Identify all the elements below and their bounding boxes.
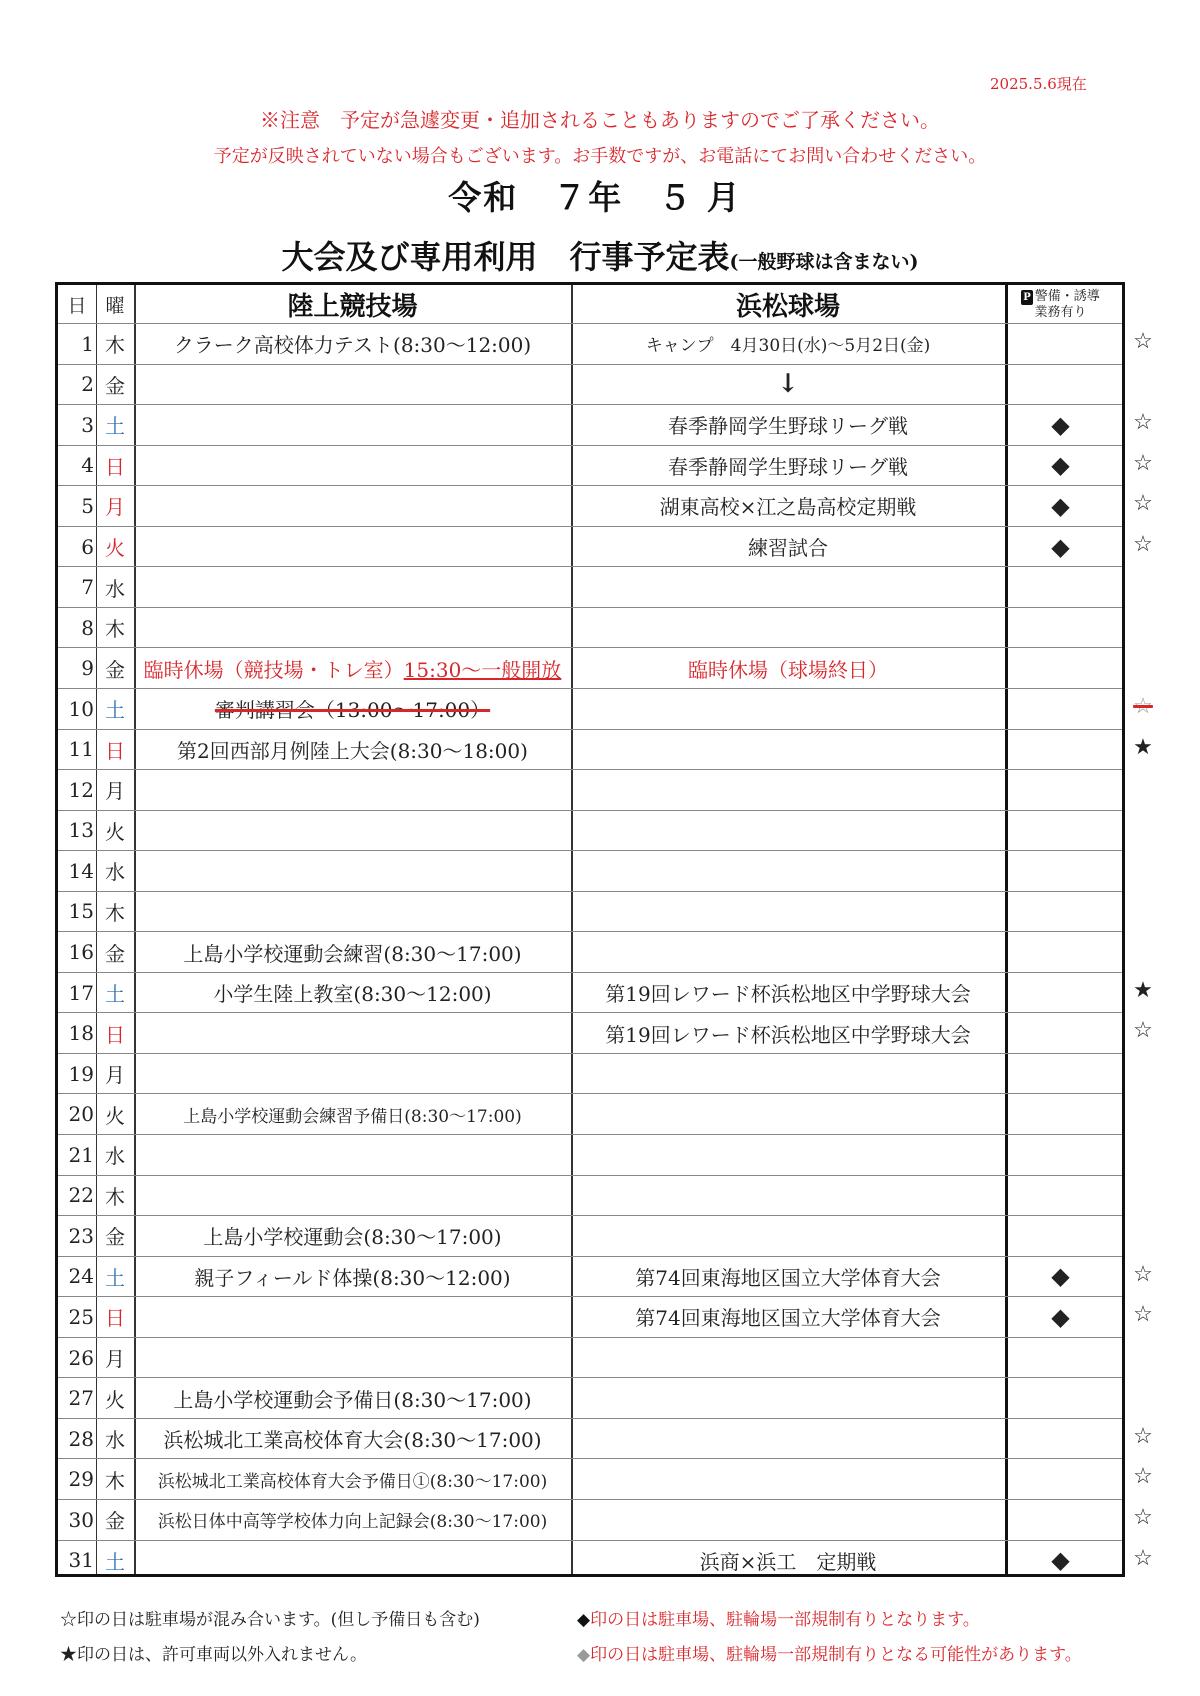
table-row bbox=[58, 891, 1122, 932]
cell-weekday: 木 bbox=[105, 333, 125, 358]
header-security-line1 bbox=[1021, 289, 1100, 305]
table-row bbox=[58, 729, 1122, 770]
table-row bbox=[58, 1499, 1122, 1540]
table-row bbox=[58, 445, 1122, 486]
cell-day: 28 bbox=[68, 1426, 94, 1451]
cell-weekday: 火 bbox=[105, 1103, 125, 1128]
cell-track bbox=[134, 770, 571, 810]
cell-weekday: 金 bbox=[105, 941, 125, 966]
cell-track bbox=[134, 1500, 571, 1540]
parking-star-icon: ☆ bbox=[1133, 1018, 1153, 1044]
table-row bbox=[58, 972, 1122, 1013]
cell-weekday: 月 bbox=[105, 779, 125, 804]
table-row bbox=[58, 1458, 1122, 1499]
cell-day: 8 bbox=[81, 615, 94, 640]
cell-security-mark bbox=[1005, 851, 1116, 891]
table-row bbox=[58, 566, 1122, 607]
table-row bbox=[58, 1012, 1122, 1053]
cell-ballpark bbox=[571, 1135, 1005, 1175]
title-note: (一般野球は含まない) bbox=[729, 251, 919, 273]
table-row bbox=[58, 1296, 1122, 1337]
table-row bbox=[58, 1377, 1122, 1418]
cell-day: 24 bbox=[68, 1264, 94, 1289]
diamond-icon: ◆ bbox=[577, 1610, 591, 1630]
notice-line-1: ※注意 予定が急遽変更・追加されることもありますのでご了承ください。 bbox=[260, 108, 940, 132]
cell-ballpark bbox=[571, 1094, 1005, 1134]
cell-ballpark bbox=[571, 851, 1005, 891]
cell-security-mark bbox=[1005, 1459, 1116, 1499]
cell-track bbox=[134, 1541, 571, 1581]
table-row bbox=[58, 1418, 1122, 1459]
table-row bbox=[58, 1175, 1122, 1216]
cell-track bbox=[134, 648, 571, 688]
cell-ballpark bbox=[571, 1378, 1005, 1418]
cell-ballpark: 春季静岡学生野球リーグ戦 bbox=[668, 454, 908, 479]
cell-day: 11 bbox=[68, 737, 94, 762]
cell-weekday: 月 bbox=[105, 495, 125, 520]
track-event: 第2回西部月例陸上大会(8:30～18:00) bbox=[177, 738, 528, 763]
parking-star-icon: ☆ bbox=[1133, 531, 1153, 557]
legend-diamond-black-text: 印の日は駐車場、駐輪場一部規制有りとなります。 bbox=[590, 1610, 980, 1630]
cell-track bbox=[134, 1297, 571, 1337]
cell-day: 27 bbox=[68, 1386, 94, 1411]
cell-security-mark: ◆ bbox=[1051, 532, 1070, 561]
cell-ballpark: 湖東高校×江之島高校定期戦 bbox=[659, 495, 917, 520]
cell-day: 18 bbox=[68, 1021, 94, 1046]
header-weekday: 曜 bbox=[105, 294, 125, 317]
parking-star-icon: ☆ bbox=[1133, 1423, 1153, 1449]
cell-ballpark: 臨時休場（球場終日） bbox=[688, 657, 888, 682]
cell-day: 19 bbox=[68, 1061, 94, 1086]
cell-weekday: 火 bbox=[105, 536, 125, 561]
cell-ballpark bbox=[571, 1216, 1005, 1256]
cell-ballpark: 第74回東海地区国立大学体育大会 bbox=[635, 1306, 941, 1331]
table-row bbox=[58, 1053, 1122, 1094]
cell-track bbox=[134, 1094, 571, 1134]
parking-star-icon: ☆ bbox=[1133, 450, 1153, 476]
cell-day: 5 bbox=[81, 493, 94, 518]
table-row bbox=[58, 404, 1122, 445]
legend-diamond-gray bbox=[577, 1640, 1122, 1665]
cell-ballpark bbox=[571, 932, 1005, 972]
table-row bbox=[58, 931, 1122, 972]
cell-weekday: 水 bbox=[105, 576, 125, 601]
cell-security-mark: ◆ bbox=[1051, 1262, 1070, 1291]
cell-weekday: 土 bbox=[105, 982, 125, 1007]
table-row bbox=[58, 850, 1122, 891]
cell-security-mark bbox=[1005, 567, 1116, 607]
cell-ballpark bbox=[571, 1054, 1005, 1094]
cell-security-mark bbox=[1005, 648, 1116, 688]
track-event: 上島小学校運動会予備日(8:30～17:00) bbox=[173, 1387, 532, 1412]
track-event-extra: 15:30～一般開放 bbox=[403, 657, 562, 682]
cell-day: 26 bbox=[68, 1345, 94, 1370]
cell-security-mark bbox=[1005, 1054, 1116, 1094]
cell-ballpark bbox=[571, 1500, 1005, 1540]
cell-security-mark bbox=[1005, 892, 1116, 932]
cell-day: 6 bbox=[81, 534, 94, 559]
track-event: 上島小学校運動会練習予備日(8:30～17:00) bbox=[183, 1106, 522, 1127]
header-day: 日 bbox=[67, 294, 87, 317]
track-event: 小学生陸上教室(8:30～12:00) bbox=[213, 982, 492, 1007]
cell-track bbox=[134, 608, 571, 648]
cell-security-mark bbox=[1005, 1216, 1116, 1256]
cell-day: 25 bbox=[68, 1304, 94, 1329]
cell-ballpark bbox=[571, 811, 1005, 851]
cell-day: 1 bbox=[81, 331, 94, 356]
parking-star-icon: ☆ bbox=[1133, 491, 1153, 517]
cell-security-mark bbox=[1005, 1013, 1116, 1053]
cell-track bbox=[134, 1054, 571, 1094]
table-header bbox=[58, 285, 1122, 323]
table-row bbox=[58, 1215, 1122, 1256]
table-row bbox=[58, 607, 1122, 648]
cell-ballpark: ↓ bbox=[777, 369, 799, 400]
cell-security-mark bbox=[1005, 689, 1116, 729]
cell-weekday: 日 bbox=[105, 1306, 125, 1331]
cell-track bbox=[134, 730, 571, 770]
cell-weekday: 火 bbox=[105, 819, 125, 844]
cell-security-mark bbox=[1005, 1378, 1116, 1418]
cell-day: 3 bbox=[81, 412, 94, 437]
cell-ballpark: 第19回レワード杯浜松地区中学野球大会 bbox=[605, 1022, 971, 1047]
page-title-schedule bbox=[0, 232, 1200, 278]
track-event: 浜松日体中高等学校体力向上記録会(8:30～17:00) bbox=[157, 1512, 548, 1533]
track-event: 臨時休場（競技場・トレ室） bbox=[143, 657, 404, 682]
table-row bbox=[58, 1540, 1122, 1581]
cell-track bbox=[134, 1257, 571, 1297]
cell-security-mark bbox=[1005, 1338, 1116, 1378]
cell-ballpark: 練習試合 bbox=[748, 536, 828, 561]
parking-star-icon: ☆ bbox=[1133, 1261, 1153, 1287]
table-row bbox=[58, 1337, 1122, 1378]
cell-security-mark: ◆ bbox=[1051, 1302, 1070, 1331]
cell-security-mark: ◆ bbox=[1051, 491, 1070, 520]
cell-day: 31 bbox=[68, 1548, 94, 1573]
cell-day: 22 bbox=[68, 1183, 94, 1208]
cell-security-mark: ◆ bbox=[1051, 451, 1070, 480]
cell-weekday: 土 bbox=[105, 698, 125, 723]
track-event: クラーク高校体力テスト(8:30～12:00) bbox=[173, 333, 532, 358]
track-event: 上島小学校運動会(8:30～17:00) bbox=[203, 1225, 502, 1250]
cell-ballpark: 春季静岡学生野球リーグ戦 bbox=[668, 414, 908, 439]
cell-track bbox=[134, 405, 571, 445]
header-security bbox=[1005, 285, 1116, 323]
schedule-table bbox=[55, 282, 1125, 1577]
cell-track bbox=[134, 973, 571, 1013]
track-event: 上島小学校運動会練習(8:30～17:00) bbox=[183, 941, 522, 966]
cell-track bbox=[134, 1459, 571, 1499]
cell-weekday: 金 bbox=[105, 373, 125, 398]
cell-security-mark bbox=[1005, 324, 1116, 364]
cell-weekday: 日 bbox=[105, 454, 125, 479]
cell-security-mark bbox=[1005, 1135, 1116, 1175]
cell-weekday: 水 bbox=[105, 860, 125, 885]
cell-security-mark bbox=[1005, 770, 1116, 810]
cell-ballpark: 浜商×浜工 定期戦 bbox=[699, 1549, 877, 1574]
cell-weekday: 土 bbox=[105, 1265, 125, 1290]
cell-ballpark bbox=[571, 1176, 1005, 1216]
cell-day: 10 bbox=[68, 696, 94, 721]
legend-diamond-black bbox=[577, 1605, 980, 1630]
cell-security-mark bbox=[1005, 730, 1116, 770]
table-row bbox=[58, 1256, 1122, 1297]
parking-icon: P bbox=[1023, 291, 1031, 303]
parking-star-icon: ★ bbox=[1133, 977, 1153, 1003]
cell-weekday: 木 bbox=[105, 1468, 125, 1493]
cell-day: 4 bbox=[81, 453, 94, 478]
table-row bbox=[58, 364, 1122, 405]
cell-track bbox=[134, 1419, 571, 1459]
cell-weekday: 日 bbox=[105, 738, 125, 763]
cell-day: 15 bbox=[68, 899, 94, 924]
cell-track bbox=[134, 1216, 571, 1256]
cell-ballpark bbox=[571, 892, 1005, 932]
cell-day: 12 bbox=[68, 777, 94, 802]
table-row bbox=[58, 1134, 1122, 1175]
parking-star-icon: ☆ bbox=[1133, 693, 1153, 719]
cell-weekday: 月 bbox=[105, 1347, 125, 1372]
cell-security-mark bbox=[1005, 1419, 1116, 1459]
cell-track bbox=[134, 1176, 571, 1216]
cell-track bbox=[134, 1013, 571, 1053]
header-security-text: 警備・誘導 bbox=[1034, 288, 1100, 304]
parking-star-icon: ☆ bbox=[1133, 1545, 1153, 1571]
cell-track bbox=[134, 689, 571, 729]
cell-day: 21 bbox=[68, 1142, 94, 1167]
parking-star-icon: ★ bbox=[1133, 734, 1153, 760]
cell-track bbox=[134, 324, 571, 364]
cell-day: 13 bbox=[68, 818, 94, 843]
header-ballpark: 浜松球場 bbox=[735, 291, 840, 322]
diamond-gray-icon: ◆ bbox=[577, 1645, 591, 1665]
legend-star-filled: ★印の日は、許可車両以外入れません。 bbox=[60, 1645, 368, 1665]
legend-star-open: ☆印の日は駐車場が混み合います。(但し予備日も含む) bbox=[60, 1610, 480, 1630]
cell-security-mark bbox=[1005, 608, 1116, 648]
cell-ballpark: 第74回東海地区国立大学体育大会 bbox=[635, 1265, 941, 1290]
legend-diamond-gray-text: 印の日は駐車場、駐輪場一部規制有りとなる可能性があります。 bbox=[590, 1645, 1082, 1665]
cell-ballpark bbox=[571, 689, 1005, 729]
date-stamp: 2025.5.6現在 bbox=[990, 75, 1087, 93]
cell-weekday: 木 bbox=[105, 617, 125, 642]
cell-day: 9 bbox=[81, 656, 94, 681]
cell-weekday: 土 bbox=[105, 414, 125, 439]
cell-security-mark: ◆ bbox=[1051, 1546, 1070, 1575]
cell-track bbox=[134, 811, 571, 851]
cell-security-mark: ◆ bbox=[1051, 410, 1070, 439]
table-row bbox=[58, 1093, 1122, 1134]
cell-security-mark bbox=[1005, 365, 1116, 405]
cell-track bbox=[134, 851, 571, 891]
cell-day: 16 bbox=[68, 940, 94, 965]
cell-weekday: 金 bbox=[105, 1509, 125, 1534]
table-row bbox=[58, 810, 1122, 851]
title-main: 大会及び専用利用 行事予定表 bbox=[281, 238, 730, 276]
cell-track bbox=[134, 1135, 571, 1175]
table-row bbox=[58, 485, 1122, 526]
cell-ballpark: キャンプ 4月30日(水)～5月2日(金) bbox=[645, 336, 931, 357]
cell-track bbox=[134, 486, 571, 526]
table-row bbox=[58, 769, 1122, 810]
cell-ballpark bbox=[571, 608, 1005, 648]
cell-ballpark bbox=[571, 730, 1005, 770]
cell-security-mark bbox=[1005, 932, 1116, 972]
cell-day: 30 bbox=[68, 1507, 94, 1532]
cell-security-mark bbox=[1005, 811, 1116, 851]
cell-weekday: 土 bbox=[105, 1549, 125, 1574]
notice-line-2: 予定が反映されていない場合もございます。お手数ですが、お電話にてお問い合わせください。 bbox=[213, 146, 987, 167]
cell-day: 23 bbox=[68, 1223, 94, 1248]
cell-ballpark bbox=[571, 1459, 1005, 1499]
parking-star-icon: ☆ bbox=[1133, 329, 1153, 354]
track-event: 親子フィールド体操(8:30～12:00) bbox=[194, 1265, 511, 1290]
cell-day: 14 bbox=[68, 858, 94, 883]
cell-security-mark bbox=[1005, 1176, 1116, 1216]
cell-day: 20 bbox=[68, 1102, 94, 1127]
cell-ballpark bbox=[571, 1338, 1005, 1378]
cell-weekday: 金 bbox=[105, 1225, 125, 1250]
cell-weekday: 金 bbox=[105, 657, 125, 682]
cell-day: 2 bbox=[81, 372, 94, 397]
cell-weekday: 月 bbox=[105, 1063, 125, 1088]
cell-track bbox=[134, 527, 571, 567]
cell-security-mark bbox=[1005, 1500, 1116, 1540]
cell-track bbox=[134, 892, 571, 932]
cell-day: 17 bbox=[68, 980, 94, 1005]
cell-security-mark bbox=[1005, 1094, 1116, 1134]
track-event: 審判講習会（13:00～17:00） bbox=[214, 698, 491, 723]
cell-weekday: 水 bbox=[105, 1144, 125, 1169]
track-event: 浜松城北工業高校体育大会(8:30～17:00) bbox=[163, 1428, 542, 1453]
cell-track bbox=[134, 567, 571, 607]
cell-ballpark bbox=[571, 770, 1005, 810]
cell-security-mark bbox=[1005, 973, 1116, 1013]
cell-weekday: 日 bbox=[105, 1022, 125, 1047]
parking-star-icon: ☆ bbox=[1133, 1504, 1153, 1530]
cell-track bbox=[134, 1338, 571, 1378]
parking-star-icon: ☆ bbox=[1133, 1302, 1153, 1328]
table-row bbox=[58, 688, 1122, 729]
cell-track bbox=[134, 932, 571, 972]
parking-star-icon: ☆ bbox=[1133, 410, 1153, 436]
table-row bbox=[58, 526, 1122, 567]
cell-ballpark bbox=[571, 1419, 1005, 1459]
cell-weekday: 火 bbox=[105, 1387, 125, 1412]
cell-weekday: 木 bbox=[105, 1184, 125, 1209]
table-row bbox=[58, 323, 1122, 364]
table-row bbox=[58, 647, 1122, 688]
cell-track bbox=[134, 1378, 571, 1418]
cell-weekday: 水 bbox=[105, 1428, 125, 1453]
cell-day: 29 bbox=[68, 1467, 94, 1492]
cell-day: 7 bbox=[81, 575, 94, 600]
header-security-line2: 業務有り bbox=[1034, 304, 1087, 320]
cell-ballpark bbox=[571, 567, 1005, 607]
header-track: 陸上競技場 bbox=[287, 291, 418, 322]
track-event: 浜松城北工業高校体育大会予備日①(8:30～17:00) bbox=[157, 1471, 548, 1492]
page-title-month: 令和 ７年 ５ 月 bbox=[448, 178, 742, 217]
parking-star-icon: ☆ bbox=[1133, 1464, 1153, 1490]
cell-track bbox=[134, 365, 571, 405]
cell-ballpark: 第19回レワード杯浜松地区中学野球大会 bbox=[605, 982, 971, 1007]
cell-track bbox=[134, 446, 571, 486]
cell-weekday: 木 bbox=[105, 900, 125, 925]
